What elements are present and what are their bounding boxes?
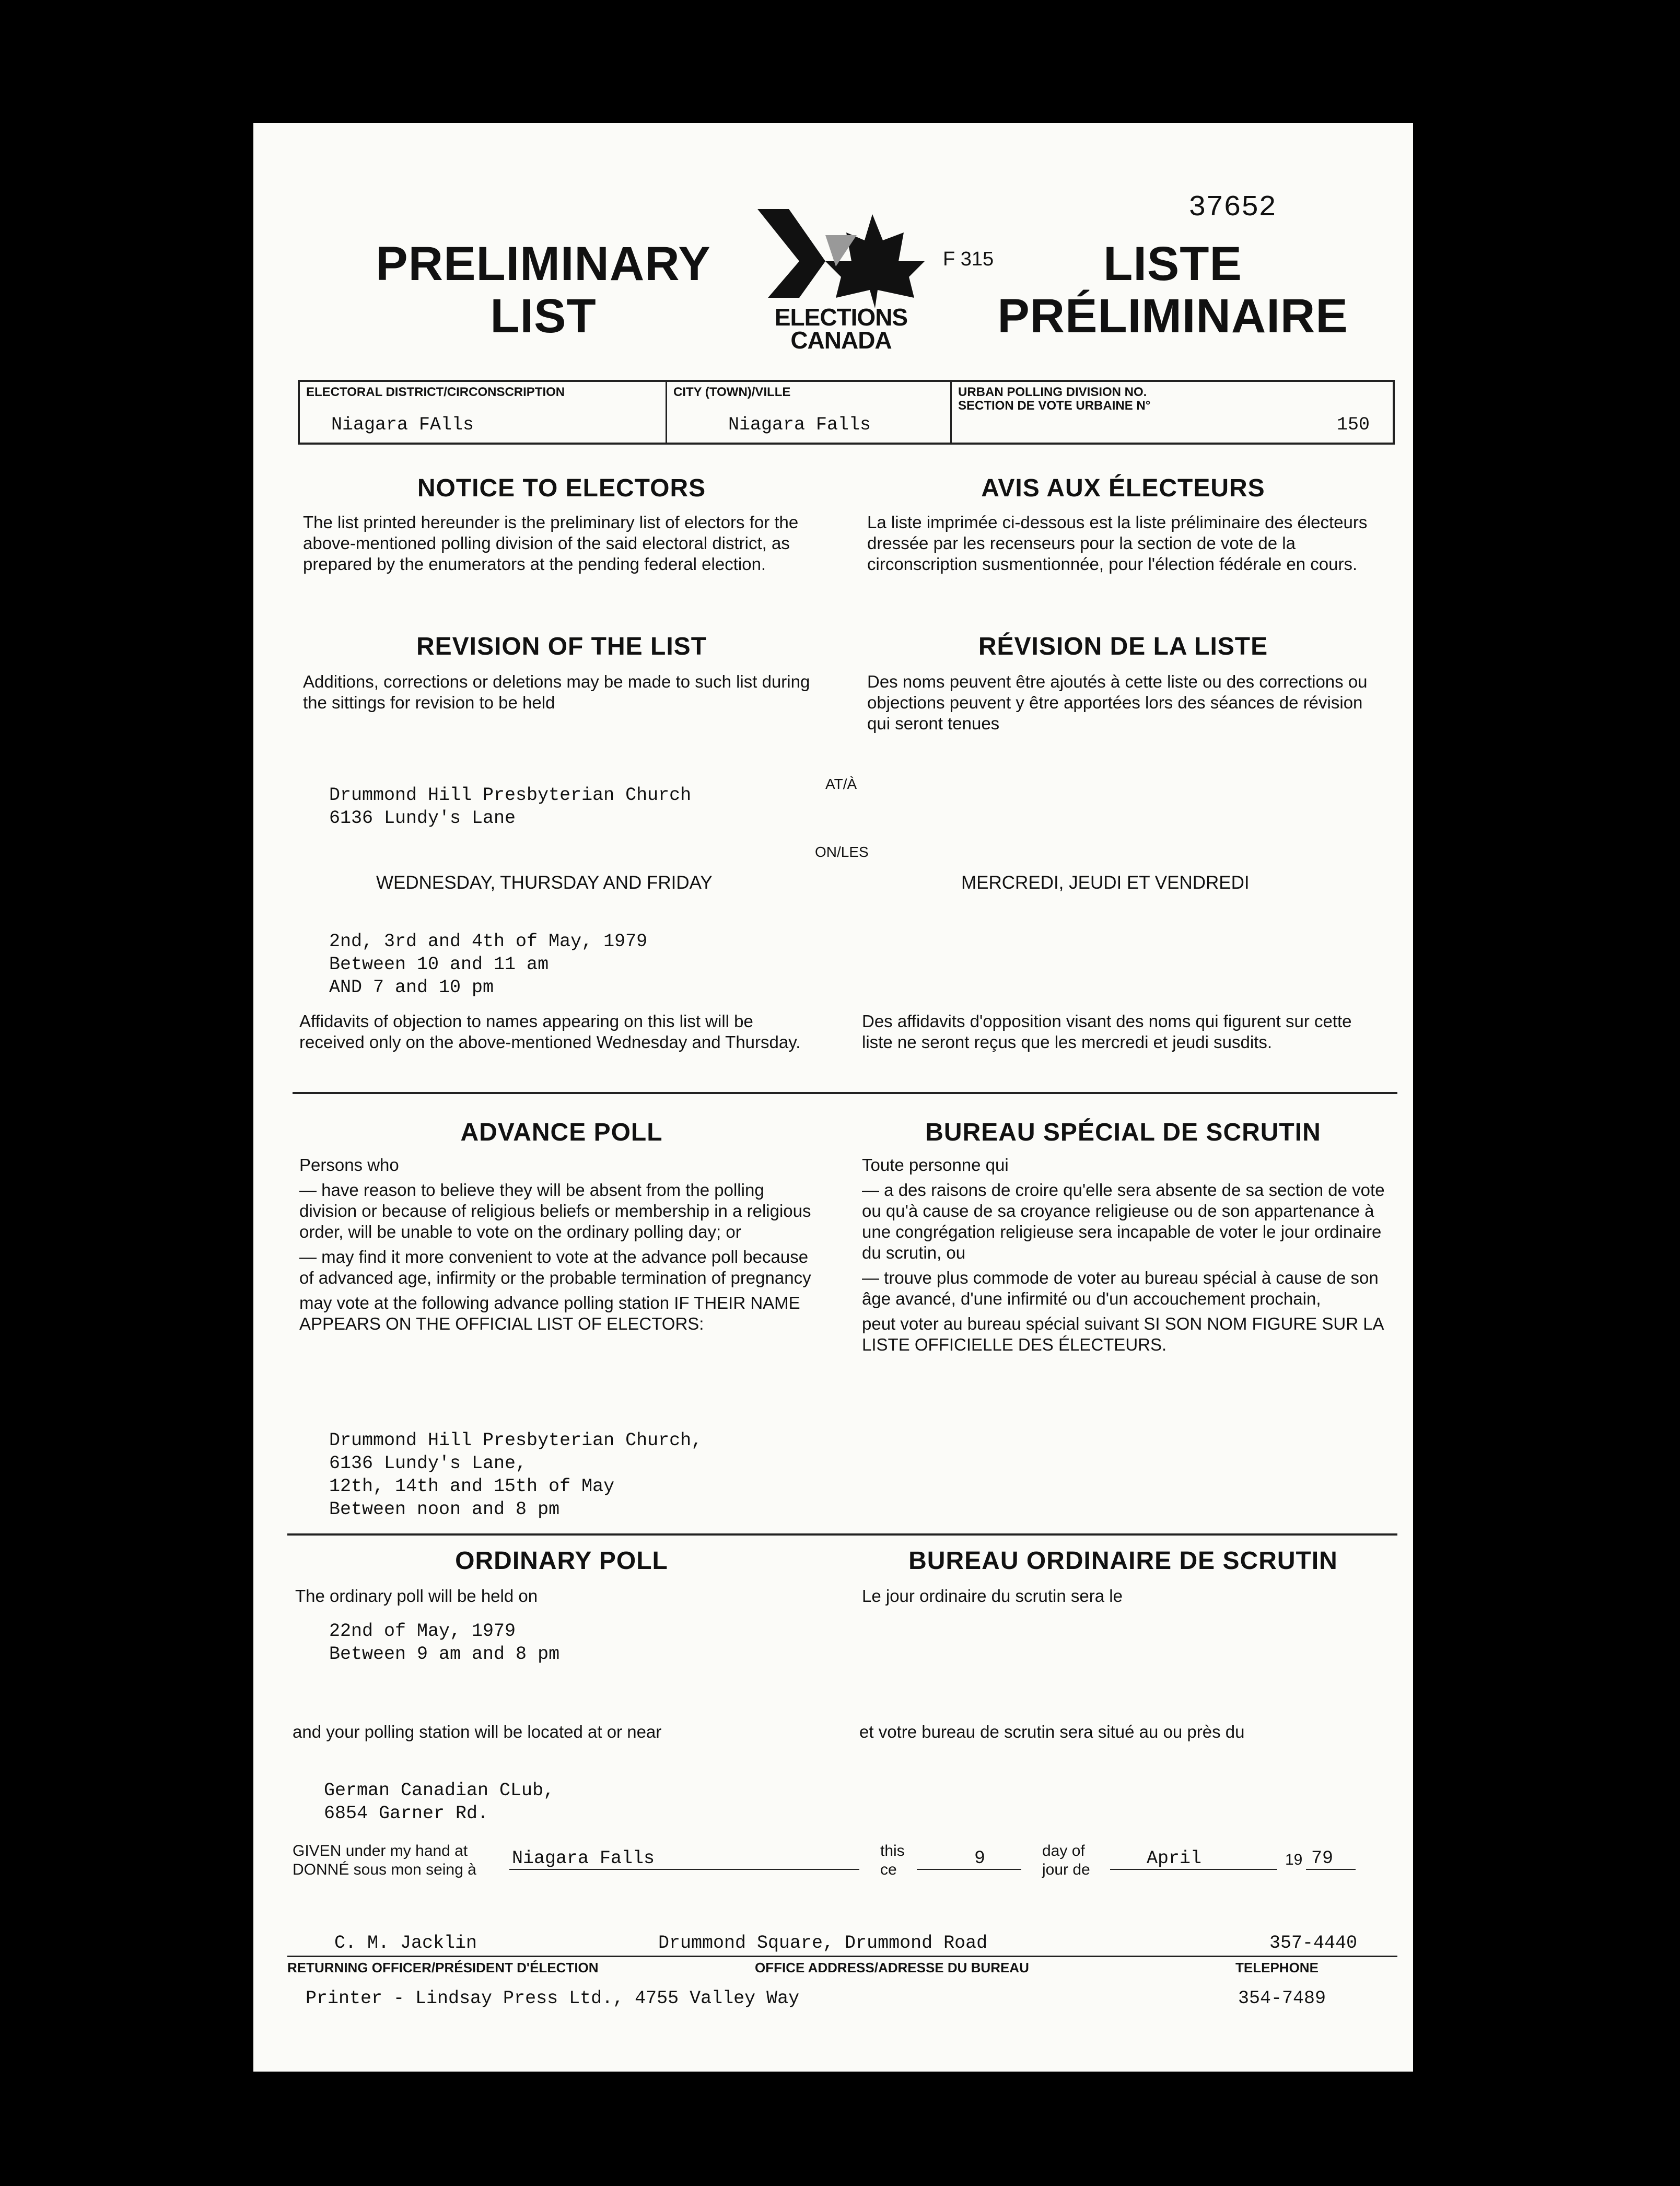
advance-item2-en: — may find it more convenient to vote at the advance poll because of advanced age, infirmity or the probable termination of pregnancy [299, 1247, 811, 1287]
year-underline [1306, 1869, 1356, 1870]
day-of-label [1042, 1842, 1090, 1879]
city-value: Niagara Falls [728, 414, 871, 435]
day-value: 9 [974, 1848, 986, 1869]
affidavit-en: Affidavits of objection to names appearing on this list will be received only on the above-mentioned Wednesday and Thursday. [299, 1011, 801, 1052]
telephone-label: TELEPHONE [1235, 1960, 1319, 1975]
station-line1: German Canadian CLub, [324, 1780, 555, 1801]
day-of-en: day of [1042, 1842, 1085, 1859]
station-line2: 6854 Garner Rd. [324, 1803, 489, 1824]
given-fr: DONNÉ sous mon seing à [293, 1861, 476, 1878]
revision-dates-line3: AND 7 and 10 pm [329, 977, 494, 998]
revision-text-fr: Des noms peuvent être ajoutés à cette liste ou des corrections ou objections peuvent y être apportées lors des séances de révision qui seront tenues [867, 672, 1368, 733]
ordinary-intro-en: The ordinary poll will be held on [295, 1586, 538, 1606]
given-label [293, 1842, 476, 1879]
notice-text-en: The list printed hereunder is the preliminary list of electors for the above-mentioned polling division of the said electoral district, as prepared by the enumerators at the pending federal election. [303, 513, 799, 574]
title-en-line1: PRELIMINARY [376, 237, 711, 290]
advance-closing-en: may vote at the following advance polling station IF THEIR NAME APPEARS ON THE OFFICIAL LIST OF ELECTORS: [299, 1293, 800, 1333]
advance-fr-text [862, 1155, 1387, 1355]
division-value: 150 [1337, 414, 1370, 435]
ordinary-intro-fr: Le jour ordinaire du scrutin sera le [862, 1586, 1123, 1606]
day-underline [917, 1869, 1021, 1870]
advance-location-line4: Between noon and 8 pm [329, 1499, 560, 1520]
given-place: Niagara Falls [512, 1848, 655, 1869]
place-underline [509, 1869, 859, 1870]
advance-intro-fr: Toute personne qui [862, 1155, 1009, 1175]
maple-leaf-x-icon [752, 204, 930, 308]
notice-title-fr: AVIS AUX ÉLECTEURS [981, 474, 1265, 502]
given-en: GIVEN under my hand at [293, 1842, 468, 1859]
telephone-value: 357-4440 [1269, 1933, 1358, 1954]
officer-underline [287, 1956, 1397, 1957]
office-label: OFFICE ADDRESS/ADRESSE DU BUREAU [755, 1960, 1029, 1975]
month-underline [1110, 1869, 1277, 1870]
month-value: April [1147, 1848, 1202, 1869]
title-fr [964, 238, 1382, 342]
district-label: ELECTORAL DISTRICT/CIRCONSCRIPTION [306, 385, 565, 399]
advance-intro-en: Persons who [299, 1155, 399, 1175]
title-en [355, 238, 731, 342]
this-fr: ce [880, 1861, 897, 1878]
advance-location-line3: 12th, 14th and 15th of May [329, 1476, 615, 1497]
city-label: CITY (TOWN)/VILLE [673, 385, 791, 399]
revision-title-fr: RÉVISION DE LA LISTE [978, 633, 1268, 660]
division-label-fr: SECTION DE VOTE URBAINE N° [958, 399, 1151, 413]
district-value: Niagara FAlls [331, 414, 474, 435]
station-fr: et votre bureau de scrutin sera situé au ou près du [859, 1722, 1245, 1741]
this-en: this [880, 1842, 905, 1859]
officer-label: RETURNING OFFICER/PRÉSIDENT D'ÉLECTION [287, 1960, 599, 1975]
title-fr-line2: PRÉLIMINAIRE [997, 289, 1348, 343]
revision-dates-line2: Between 10 and 11 am [329, 954, 549, 975]
revision-location-line2: 6136 Lundy's Lane [329, 808, 516, 829]
year-prefix: 19 [1285, 1851, 1303, 1868]
box-divider-1 [666, 382, 667, 443]
ordinary-title-en: ORDINARY POLL [455, 1547, 668, 1575]
title-en-line2: LIST [490, 289, 597, 343]
affidavit-fr: Des affidavits d'opposition visant des noms qui figurent sur cette liste ne seront reçus que les mercredi et jeudi susdits. [862, 1011, 1352, 1052]
advance-en-text [299, 1155, 822, 1334]
printer-phone: 354-7489 [1238, 1988, 1326, 2009]
advance-title-en: ADVANCE POLL [460, 1119, 663, 1146]
advance-closing-fr: peut voter au bureau spécial suivant SI SON NOM FIGURE SUR LA LISTE OFFICIELLE DES ÉLECTEURS. [862, 1314, 1383, 1354]
notice-text-fr: La liste imprimée ci-dessous est la liste préliminaire des électeurs dressée par les recenseurs pour la section de vote de la circonscription susmentionnée, pour l'élection fédérale en cours. [867, 513, 1368, 574]
revision-text-en: Additions, corrections or deletions may be made to such list during the sittings for revision to be held [303, 672, 810, 712]
form-sheet [253, 123, 1413, 2072]
logo-text-line2: CANADA [790, 327, 892, 354]
title-fr-line1: LISTE [1103, 237, 1242, 290]
revision-dates-line1: 2nd, 3rd and 4th of May, 1979 [329, 931, 648, 952]
ordinary-title-fr: BUREAU ORDINAIRE DE SCRUTIN [908, 1547, 1338, 1575]
station-en: and your polling station will be located at or near [293, 1722, 662, 1741]
year-value: 79 [1311, 1848, 1334, 1869]
revision-title-en: REVISION OF THE LIST [416, 633, 707, 660]
day-of-fr: jour de [1042, 1861, 1090, 1878]
revision-days-fr: MERCREDI, JEUDI ET VENDREDI [961, 873, 1250, 893]
ordinary-date-line2: Between 9 am and 8 pm [329, 1644, 560, 1665]
serial-number: 37652 [1188, 191, 1277, 224]
logo-text-line1: ELECTIONS [774, 304, 908, 331]
ordinary-date-line1: 22nd of May, 1979 [329, 1621, 516, 1642]
notice-title-en: NOTICE TO ELECTORS [417, 474, 706, 502]
advance-title-fr: BUREAU SPÉCIAL DE SCRUTIN [925, 1119, 1321, 1146]
revision-days-en: WEDNESDAY, THURSDAY AND FRIDAY [376, 873, 713, 893]
office-address: Drummond Square, Drummond Road [658, 1933, 988, 1954]
on-label: ON/LES [815, 844, 869, 860]
revision-location-line1: Drummond Hill Presbyterian Church [329, 785, 692, 806]
form-code: F 315 [943, 248, 994, 270]
advance-item1-en: — have reason to believe they will be absent from the polling division or because of religious beliefs or membership in a religious order, will be unable to vote on the ordinary polling day; or [299, 1180, 811, 1241]
elections-canada-logo [752, 204, 930, 355]
printer-line: Printer - Lindsay Press Ltd., 4755 Valley Way [306, 1988, 800, 2009]
logo-text [752, 306, 930, 352]
at-label: AT/À [825, 776, 857, 792]
officer-name: C. M. Jacklin [334, 1933, 477, 1954]
divider-2 [287, 1533, 1397, 1536]
this-label [880, 1842, 905, 1879]
district-box [298, 380, 1395, 445]
division-label-en: URBAN POLLING DIVISION NO. [958, 385, 1147, 399]
advance-item2-fr: — trouve plus commode de voter au bureau spécial à cause de son âge avancé, d'une infirmité ou d'un accouchement prochain, [862, 1268, 1379, 1308]
divider-1 [293, 1092, 1397, 1094]
advance-location-line2: 6136 Lundy's Lane, [329, 1453, 527, 1474]
advance-location-line1: Drummond Hill Presbyterian Church, [329, 1430, 703, 1451]
box-divider-2 [950, 382, 952, 443]
advance-item1-fr: — a des raisons de croire qu'elle sera absente de sa section de vote ou qu'à cause de sa croyance religieuse ou de son appartenance à une congrégation religieuse sera incapable de voter le jour ordinaire du scrutin, ou [862, 1180, 1385, 1262]
